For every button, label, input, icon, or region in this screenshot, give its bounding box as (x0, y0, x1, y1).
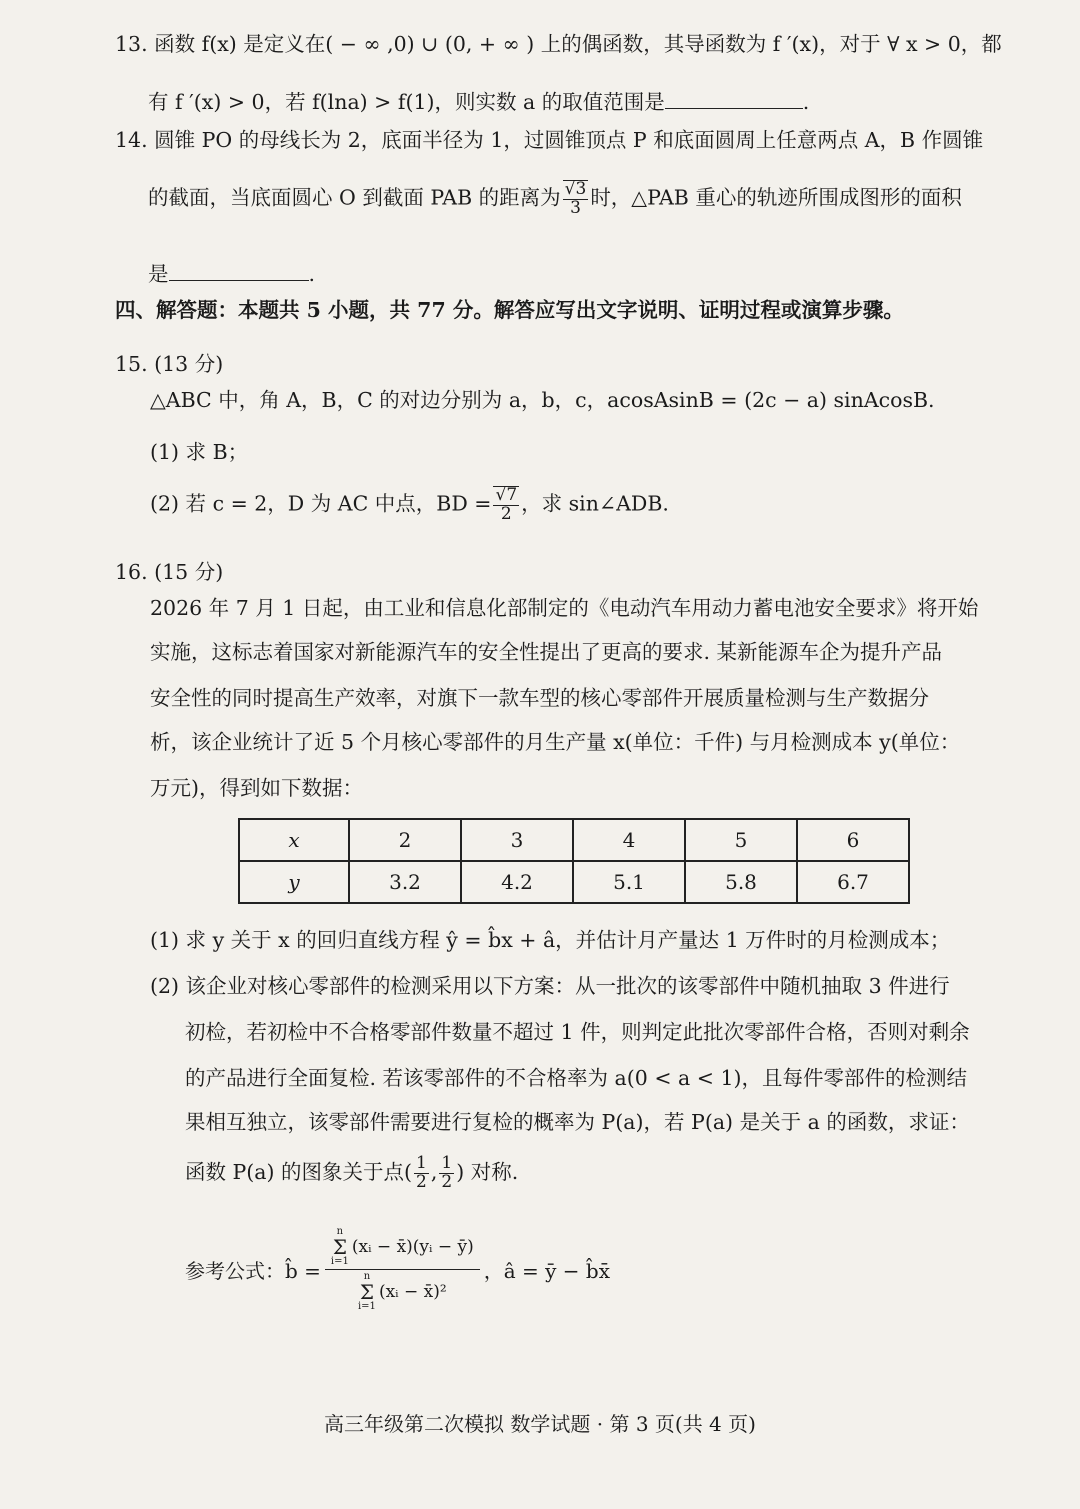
half-fraction-1 (414, 1155, 429, 1192)
table-header-x: x (239, 819, 349, 861)
q16-header: 16. (15 分) (115, 560, 224, 584)
sum-top: n (336, 1226, 344, 1237)
half-den-2: 2 (441, 1171, 453, 1192)
q16-para-line2: 实施，这标志着国家对新能源汽车的安全性提出了更高的要求. 某新能源车企为提升产品 (150, 640, 943, 664)
formula-num-text: (xᵢ − x̄)(yᵢ − ȳ) (351, 1237, 474, 1257)
table-cell: 4 (573, 819, 685, 861)
q13-end: . (802, 90, 810, 114)
sum-symbol: Σ (332, 1235, 347, 1259)
table-cell: 6 (797, 819, 909, 861)
q14-answer-blank (169, 279, 309, 281)
q15-fraction (493, 486, 519, 524)
table-cell: 5.1 (573, 861, 685, 903)
q14-line3-text: 是 (148, 262, 169, 286)
sum-icon (358, 1272, 376, 1312)
page-footer: 高三年级第二次模拟 数学试题 · 第 3 页(共 4 页) (324, 1412, 756, 1436)
formula-denominator (352, 1270, 453, 1314)
q13-line2 (148, 90, 809, 115)
sum-icon (331, 1227, 349, 1267)
data-table (238, 818, 910, 904)
table-cell: 4.2 (461, 861, 573, 903)
q16-part2-line5 (185, 1155, 518, 1192)
q15-stem: △ABC 中，角 A，B，C 的对边分别为 a，b，c，acosAsinB = (2c − a) sinAcosB. (150, 388, 935, 412)
table-cell: 6.7 (797, 861, 909, 903)
half-num-2: 1 (441, 1153, 453, 1173)
q14-frac-den: 3 (570, 197, 581, 218)
q15-header: 15. (13 分) (115, 352, 224, 376)
half-num-1: 1 (416, 1153, 427, 1173)
q16-part2-line1: (2) 该企业对核心零部件的检测采用以下方案：从一批次的该零部件中随机抽取 3 件进行 (150, 974, 950, 998)
q14-fraction (563, 180, 589, 218)
q14-line2-pre: 的截面，当底面圆心 O 到截面 PAB 的距离为 (148, 185, 561, 210)
q13-line1: 13. 函数 f(x) 是定义在( − ∞ ,0) ∪ (0, + ∞ ) 上的偶函数，其导函数为 f ′(x)，对于 ∀ x > 0，都 (115, 32, 1002, 56)
q15-frac-num: √7 (495, 485, 518, 505)
q15-part1: (1) 求 B； (150, 440, 249, 464)
q15-part2 (150, 486, 669, 524)
sum-symbol: Σ (359, 1280, 375, 1304)
formula-den-text: (xᵢ − x̄)² (378, 1282, 447, 1302)
q14-line3 (148, 262, 315, 287)
q16-part2-line5-post: ) 对称. (456, 1159, 519, 1184)
q14-line2 (148, 180, 962, 218)
q16-part2-line3: 的产品进行全面复检. 若该零部件的不合格率为 a(0 < a < 1)，且每件零部件的检测结 (185, 1066, 967, 1090)
table-cell: 5.8 (685, 861, 797, 903)
sum-top: n (363, 1271, 371, 1282)
formula-label: 参考公式：b̂ = (185, 1259, 321, 1283)
q15-frac-den: 2 (500, 503, 512, 524)
sum-bottom: i=1 (330, 1256, 349, 1267)
table-header-y: y (239, 861, 349, 903)
q16-part2-line5-pre: 函数 P(a) 的图象关于点( (185, 1159, 413, 1184)
section4-heading: 四、解答题：本题共 5 小题，共 77 分。解答应写出文字说明、证明过程或演算步骤。 (115, 298, 904, 322)
q14-line2-post: 时，△PAB 重心的轨迹所围成图形的面积 (590, 185, 962, 210)
q16-para-line5: 万元)，得到如下数据： (150, 776, 363, 800)
q14-end: . (308, 262, 316, 286)
q16-part2-line4: 果相互独立，该零部件需要进行复检的概率为 P(a)，若 P(a) 是关于 a 的函数，求证： (185, 1110, 970, 1134)
q14-line1: 14. 圆锥 PO 的母线长为 2，底面半径为 1，过圆锥顶点 P 和底面圆周上任意两点 A，B 作圆锥 (115, 128, 984, 152)
q16-part2-line2: 初检，若初检中不合格零部件数量不超过 1 件，则判定此批次零部件合格，否则对剩余 (185, 1020, 970, 1044)
table-cell: 5 (685, 819, 797, 861)
q15-part2-pre: (2) 若 c = 2，D 为 AC 中点，BD = (150, 491, 492, 516)
formula-tail: ，â = ȳ − b̂x̄ (483, 1259, 610, 1283)
sum-bottom: i=1 (357, 1301, 376, 1312)
q16-para-line4: 析，该企业统计了近 5 个月核心零部件的月生产量 x(单位：千件) 与月检测成本 y(单位： (150, 730, 961, 754)
formula-numerator (325, 1225, 480, 1270)
q15-part2-post: ，求 sin∠ADB. (521, 491, 669, 516)
reference-formula (185, 1225, 610, 1314)
half-den-1: 2 (416, 1171, 427, 1192)
table-cell: 2 (349, 819, 461, 861)
q13-line2-text: 有 f ′(x) > 0，若 f(lna) > f(1)，则实数 a 的取值范围是 (148, 90, 665, 114)
table-row-x (239, 819, 909, 861)
point-comma: , (430, 1159, 438, 1184)
q13-answer-blank (665, 107, 803, 109)
q16-para-line1: 2026 年 7 月 1 日起，由工业和信息化部制定的《电动汽车用动力蓄电池安全要求》将开始 (150, 596, 979, 620)
formula-fraction (325, 1225, 480, 1314)
q16-part1: (1) 求 y 关于 x 的回归直线方程 ŷ = b̂x + â，并估计月产量达 1 万件时的月检测成本； (150, 928, 951, 952)
half-fraction-2 (439, 1155, 454, 1192)
table-cell: 3.2 (349, 861, 461, 903)
table-row-y (239, 861, 909, 903)
q14-frac-num: √3 (564, 179, 587, 199)
q16-para-line3: 安全性的同时提高生产效率，对旗下一款车型的核心零部件开展质量检测与生产数据分 (150, 686, 929, 710)
table-cell: 3 (461, 819, 573, 861)
